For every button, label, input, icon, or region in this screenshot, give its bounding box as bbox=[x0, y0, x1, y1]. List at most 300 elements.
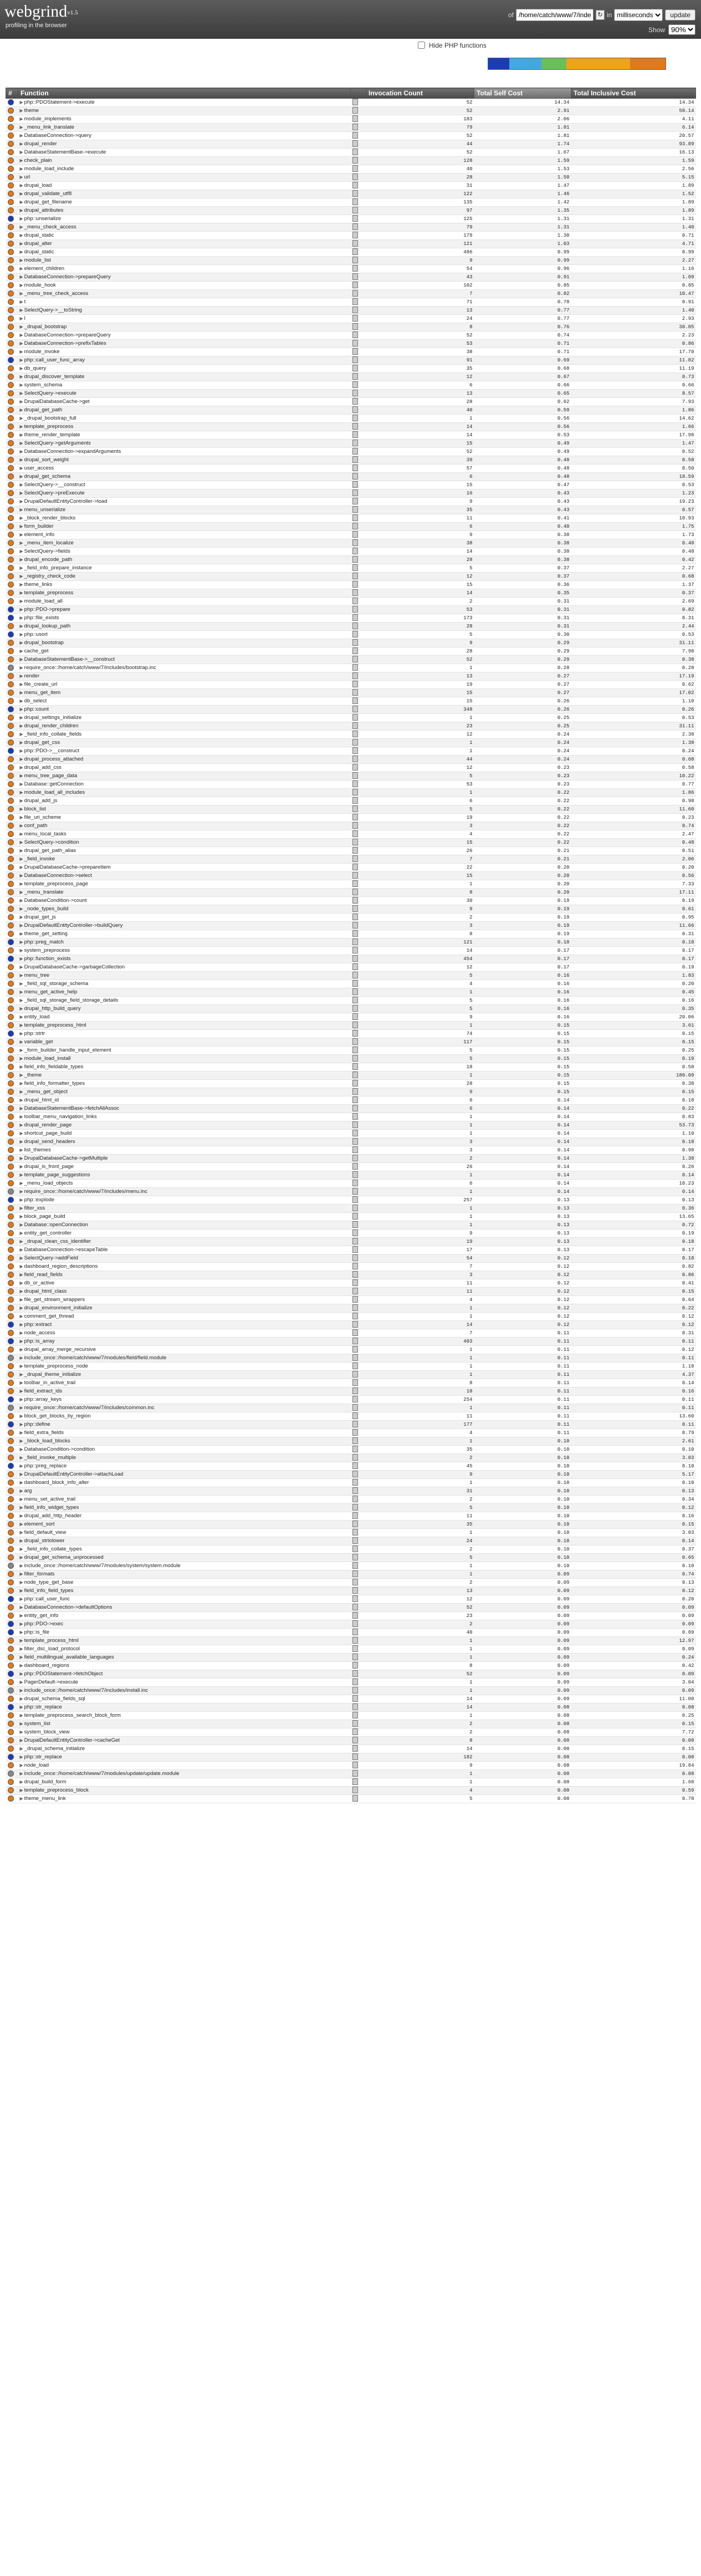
file-icon[interactable] bbox=[352, 1304, 358, 1311]
expand-arrow-icon[interactable]: ▶ bbox=[19, 1555, 23, 1560]
row-function[interactable] bbox=[18, 1005, 351, 1013]
row-file[interactable] bbox=[351, 1080, 366, 1088]
row-file[interactable] bbox=[351, 140, 366, 149]
expand-arrow-icon[interactable]: ▶ bbox=[19, 973, 23, 978]
file-icon[interactable] bbox=[352, 1787, 358, 1793]
row-file[interactable] bbox=[351, 747, 366, 756]
expand-arrow-icon[interactable]: ▶ bbox=[19, 574, 23, 579]
file-icon[interactable] bbox=[352, 473, 358, 480]
file-icon[interactable] bbox=[352, 1770, 358, 1777]
row-file[interactable] bbox=[351, 489, 366, 498]
row-file[interactable] bbox=[351, 722, 366, 731]
file-icon[interactable] bbox=[352, 373, 358, 380]
table-row[interactable] bbox=[6, 781, 696, 789]
expand-arrow-icon[interactable]: ▶ bbox=[19, 1239, 23, 1244]
table-row[interactable] bbox=[6, 1529, 696, 1537]
table-row[interactable] bbox=[6, 1720, 696, 1728]
row-function[interactable] bbox=[18, 1254, 351, 1263]
file-icon[interactable] bbox=[352, 1487, 358, 1494]
row-file[interactable] bbox=[351, 1238, 366, 1246]
row-file[interactable] bbox=[351, 1670, 366, 1679]
file-icon[interactable] bbox=[352, 207, 358, 213]
row-file[interactable] bbox=[351, 1462, 366, 1471]
row-function[interactable] bbox=[18, 165, 351, 174]
expand-arrow-icon[interactable]: ▶ bbox=[19, 1547, 23, 1552]
table-row[interactable] bbox=[6, 1787, 696, 1795]
expand-arrow-icon[interactable]: ▶ bbox=[19, 482, 23, 487]
table-row[interactable] bbox=[6, 905, 696, 914]
row-file[interactable] bbox=[351, 1687, 366, 1695]
row-function[interactable] bbox=[18, 1446, 351, 1454]
table-row[interactable] bbox=[6, 706, 696, 714]
row-function[interactable] bbox=[18, 423, 351, 431]
file-icon[interactable] bbox=[352, 905, 358, 912]
table-row[interactable] bbox=[6, 481, 696, 489]
expand-arrow-icon[interactable]: ▶ bbox=[19, 881, 23, 886]
expand-arrow-icon[interactable]: ▶ bbox=[19, 233, 23, 238]
row-function[interactable] bbox=[18, 1720, 351, 1728]
expand-arrow-icon[interactable]: ▶ bbox=[19, 141, 23, 146]
expand-arrow-icon[interactable]: ▶ bbox=[19, 241, 23, 246]
table-row[interactable] bbox=[6, 1487, 696, 1496]
table-row[interactable] bbox=[6, 963, 696, 972]
row-function[interactable] bbox=[18, 947, 351, 955]
expand-arrow-icon[interactable]: ▶ bbox=[19, 1131, 23, 1136]
expand-arrow-icon[interactable]: ▶ bbox=[19, 931, 23, 936]
row-file[interactable] bbox=[351, 523, 366, 531]
row-function[interactable] bbox=[18, 664, 351, 672]
table-row[interactable] bbox=[6, 1321, 696, 1329]
table-row[interactable] bbox=[6, 714, 696, 722]
row-file[interactable] bbox=[351, 107, 366, 115]
row-function[interactable] bbox=[18, 514, 351, 523]
row-file[interactable] bbox=[351, 697, 366, 706]
row-file[interactable] bbox=[351, 1155, 366, 1163]
row-function[interactable] bbox=[18, 1745, 351, 1753]
row-function[interactable] bbox=[18, 1146, 351, 1155]
table-row[interactable] bbox=[6, 722, 696, 731]
file-icon[interactable] bbox=[352, 1446, 358, 1452]
row-function[interactable] bbox=[18, 872, 351, 880]
file-icon[interactable] bbox=[352, 1254, 358, 1261]
file-icon[interactable] bbox=[352, 1521, 358, 1527]
expand-arrow-icon[interactable]: ▶ bbox=[19, 441, 23, 446]
row-file[interactable] bbox=[351, 298, 366, 307]
expand-arrow-icon[interactable]: ▶ bbox=[19, 399, 23, 404]
expand-arrow-icon[interactable]: ▶ bbox=[19, 1613, 23, 1618]
row-function[interactable] bbox=[18, 1687, 351, 1695]
file-icon[interactable] bbox=[352, 1496, 358, 1502]
table-row[interactable] bbox=[6, 290, 696, 298]
show-select[interactable] bbox=[668, 24, 695, 35]
row-function[interactable] bbox=[18, 1279, 351, 1288]
row-file[interactable] bbox=[351, 1429, 366, 1437]
expand-arrow-icon[interactable]: ▶ bbox=[19, 1621, 23, 1626]
row-function[interactable] bbox=[18, 847, 351, 855]
row-function[interactable] bbox=[18, 539, 351, 548]
expand-arrow-icon[interactable]: ▶ bbox=[19, 1696, 23, 1701]
table-row[interactable] bbox=[6, 232, 696, 240]
row-function[interactable] bbox=[18, 1396, 351, 1404]
expand-arrow-icon[interactable]: ▶ bbox=[19, 407, 23, 412]
file-icon[interactable] bbox=[352, 1570, 358, 1577]
table-row[interactable] bbox=[6, 1329, 696, 1338]
file-icon[interactable] bbox=[352, 789, 358, 795]
row-function[interactable] bbox=[18, 415, 351, 423]
row-function[interactable] bbox=[18, 1595, 351, 1604]
table-row[interactable] bbox=[6, 1080, 696, 1088]
expand-arrow-icon[interactable]: ▶ bbox=[19, 358, 23, 363]
col-header-invocation-count[interactable]: Invocation Count bbox=[366, 88, 474, 99]
row-function[interactable] bbox=[18, 265, 351, 273]
expand-arrow-icon[interactable]: ▶ bbox=[19, 208, 23, 213]
row-function[interactable] bbox=[18, 864, 351, 872]
file-icon[interactable] bbox=[352, 1146, 358, 1153]
row-function[interactable] bbox=[18, 980, 351, 988]
expand-arrow-icon[interactable]: ▶ bbox=[19, 723, 23, 728]
row-function[interactable] bbox=[18, 1230, 351, 1238]
row-file[interactable] bbox=[351, 1537, 366, 1545]
file-icon[interactable] bbox=[352, 689, 358, 696]
file-icon[interactable] bbox=[352, 506, 358, 513]
table-row[interactable] bbox=[6, 1679, 696, 1687]
file-icon[interactable] bbox=[352, 198, 358, 205]
row-file[interactable] bbox=[351, 997, 366, 1005]
row-function[interactable] bbox=[18, 298, 351, 307]
file-icon[interactable] bbox=[352, 514, 358, 521]
expand-arrow-icon[interactable]: ▶ bbox=[19, 965, 23, 970]
file-icon[interactable] bbox=[352, 1679, 358, 1685]
row-function[interactable] bbox=[18, 1521, 351, 1529]
row-file[interactable] bbox=[351, 1371, 366, 1379]
table-row[interactable] bbox=[6, 664, 696, 672]
table-row[interactable] bbox=[6, 99, 696, 107]
file-icon[interactable] bbox=[352, 1130, 358, 1136]
file-icon[interactable] bbox=[352, 1545, 358, 1552]
row-function[interactable] bbox=[18, 1712, 351, 1720]
expand-arrow-icon[interactable]: ▶ bbox=[19, 1713, 23, 1718]
file-icon[interactable] bbox=[352, 174, 358, 180]
expand-arrow-icon[interactable]: ▶ bbox=[19, 1497, 23, 1502]
table-row[interactable] bbox=[6, 1662, 696, 1670]
file-icon[interactable] bbox=[352, 1063, 358, 1070]
row-function[interactable] bbox=[18, 938, 351, 947]
row-file[interactable] bbox=[351, 1063, 366, 1072]
table-row[interactable] bbox=[6, 1412, 696, 1421]
row-function[interactable] bbox=[18, 1454, 351, 1462]
row-function[interactable] bbox=[18, 1562, 351, 1570]
file-icon[interactable] bbox=[352, 1462, 358, 1469]
row-function[interactable] bbox=[18, 248, 351, 257]
table-row[interactable] bbox=[6, 207, 696, 215]
expand-arrow-icon[interactable]: ▶ bbox=[19, 299, 23, 304]
row-function[interactable] bbox=[18, 207, 351, 215]
expand-arrow-icon[interactable]: ▶ bbox=[19, 108, 23, 113]
table-row[interactable] bbox=[6, 506, 696, 514]
row-file[interactable] bbox=[351, 872, 366, 880]
row-file[interactable] bbox=[351, 864, 366, 872]
expand-arrow-icon[interactable]: ▶ bbox=[19, 840, 23, 845]
table-row[interactable] bbox=[6, 473, 696, 481]
table-row[interactable] bbox=[6, 1196, 696, 1205]
row-function[interactable] bbox=[18, 855, 351, 864]
file-icon[interactable] bbox=[352, 1728, 358, 1735]
row-function[interactable] bbox=[18, 473, 351, 481]
row-function[interactable] bbox=[18, 1013, 351, 1022]
table-row[interactable] bbox=[6, 1762, 696, 1770]
table-row[interactable] bbox=[6, 847, 696, 855]
table-row[interactable] bbox=[6, 340, 696, 348]
expand-arrow-icon[interactable]: ▶ bbox=[19, 1463, 23, 1468]
row-function[interactable] bbox=[18, 1105, 351, 1113]
table-row[interactable] bbox=[6, 672, 696, 681]
row-file[interactable] bbox=[351, 1188, 366, 1196]
row-function[interactable] bbox=[18, 1263, 351, 1271]
file-icon[interactable] bbox=[352, 589, 358, 596]
row-file[interactable] bbox=[351, 465, 366, 473]
file-icon[interactable] bbox=[352, 1047, 358, 1053]
row-file[interactable] bbox=[351, 514, 366, 523]
row-file[interactable] bbox=[351, 656, 366, 664]
row-function[interactable] bbox=[18, 190, 351, 198]
table-row[interactable] bbox=[6, 1063, 696, 1072]
file-icon[interactable] bbox=[352, 1687, 358, 1693]
table-row[interactable] bbox=[6, 240, 696, 248]
row-file[interactable] bbox=[351, 623, 366, 631]
expand-arrow-icon[interactable]: ▶ bbox=[19, 474, 23, 479]
expand-arrow-icon[interactable]: ▶ bbox=[19, 1064, 23, 1069]
table-row[interactable] bbox=[6, 1745, 696, 1753]
row-function[interactable] bbox=[18, 656, 351, 664]
table-row[interactable] bbox=[6, 1479, 696, 1487]
row-file[interactable] bbox=[351, 340, 366, 348]
file-icon[interactable] bbox=[352, 1537, 358, 1544]
row-function[interactable] bbox=[18, 1205, 351, 1213]
file-icon[interactable] bbox=[352, 1321, 358, 1328]
expand-arrow-icon[interactable]: ▶ bbox=[19, 1314, 23, 1319]
row-function[interactable] bbox=[18, 889, 351, 897]
file-icon[interactable] bbox=[352, 1163, 358, 1170]
row-file[interactable] bbox=[351, 1695, 366, 1703]
row-function[interactable] bbox=[18, 489, 351, 498]
file-icon[interactable] bbox=[352, 1096, 358, 1103]
expand-arrow-icon[interactable]: ▶ bbox=[19, 565, 23, 570]
table-row[interactable] bbox=[6, 1554, 696, 1562]
row-function[interactable] bbox=[18, 1296, 351, 1304]
table-row[interactable] bbox=[6, 814, 696, 822]
file-select[interactable] bbox=[516, 9, 593, 21]
row-function[interactable] bbox=[18, 1554, 351, 1562]
row-file[interactable] bbox=[351, 1038, 366, 1047]
expand-arrow-icon[interactable]: ▶ bbox=[19, 1663, 23, 1668]
expand-arrow-icon[interactable]: ▶ bbox=[19, 873, 23, 878]
table-row[interactable] bbox=[6, 440, 696, 448]
table-row[interactable] bbox=[6, 747, 696, 756]
expand-arrow-icon[interactable]: ▶ bbox=[19, 1031, 23, 1036]
file-icon[interactable] bbox=[352, 1263, 358, 1269]
expand-arrow-icon[interactable]: ▶ bbox=[19, 1414, 23, 1419]
row-function[interactable] bbox=[18, 282, 351, 290]
row-function[interactable] bbox=[18, 1221, 351, 1230]
file-icon[interactable] bbox=[352, 1238, 358, 1244]
file-icon[interactable] bbox=[352, 938, 358, 945]
table-row[interactable] bbox=[6, 323, 696, 331]
table-row[interactable] bbox=[6, 656, 696, 664]
expand-arrow-icon[interactable]: ▶ bbox=[19, 183, 23, 188]
table-row[interactable] bbox=[6, 1221, 696, 1230]
file-icon[interactable] bbox=[352, 1404, 358, 1411]
file-icon[interactable] bbox=[352, 639, 358, 646]
row-function[interactable] bbox=[18, 689, 351, 697]
row-function[interactable] bbox=[18, 232, 351, 240]
file-icon[interactable] bbox=[352, 548, 358, 554]
row-file[interactable] bbox=[351, 1612, 366, 1620]
file-icon[interactable] bbox=[352, 340, 358, 346]
row-file[interactable] bbox=[351, 1662, 366, 1670]
row-file[interactable] bbox=[351, 1130, 366, 1138]
expand-arrow-icon[interactable]: ▶ bbox=[19, 607, 23, 612]
row-file[interactable] bbox=[351, 1396, 366, 1404]
table-row[interactable] bbox=[6, 606, 696, 614]
expand-arrow-icon[interactable]: ▶ bbox=[19, 432, 23, 437]
expand-arrow-icon[interactable]: ▶ bbox=[19, 665, 23, 670]
row-function[interactable] bbox=[18, 115, 351, 124]
row-file[interactable] bbox=[351, 756, 366, 764]
row-file[interactable] bbox=[351, 789, 366, 797]
file-icon[interactable] bbox=[352, 273, 358, 280]
expand-arrow-icon[interactable]: ▶ bbox=[19, 956, 23, 961]
table-row[interactable] bbox=[6, 1371, 696, 1379]
row-function[interactable] bbox=[18, 581, 351, 589]
expand-arrow-icon[interactable]: ▶ bbox=[19, 1779, 23, 1784]
table-row[interactable] bbox=[6, 1121, 696, 1130]
table-row[interactable] bbox=[6, 689, 696, 697]
row-file[interactable] bbox=[351, 1587, 366, 1595]
file-icon[interactable] bbox=[352, 747, 358, 754]
row-function[interactable] bbox=[18, 1429, 351, 1437]
file-icon[interactable] bbox=[352, 781, 358, 787]
file-icon[interactable] bbox=[352, 115, 358, 122]
table-row[interactable] bbox=[6, 639, 696, 647]
row-file[interactable] bbox=[351, 115, 366, 124]
file-icon[interactable] bbox=[352, 1246, 358, 1253]
row-function[interactable] bbox=[18, 157, 351, 165]
expand-arrow-icon[interactable]: ▶ bbox=[19, 1089, 23, 1094]
expand-arrow-icon[interactable]: ▶ bbox=[19, 690, 23, 695]
row-function[interactable] bbox=[18, 1787, 351, 1795]
row-function[interactable] bbox=[18, 1313, 351, 1321]
expand-arrow-icon[interactable]: ▶ bbox=[19, 1056, 23, 1061]
row-file[interactable] bbox=[351, 1171, 366, 1180]
expand-arrow-icon[interactable]: ▶ bbox=[19, 1688, 23, 1693]
table-row[interactable] bbox=[6, 914, 696, 922]
row-file[interactable] bbox=[351, 781, 366, 789]
table-row[interactable] bbox=[6, 1712, 696, 1720]
expand-arrow-icon[interactable]: ▶ bbox=[19, 1197, 23, 1202]
expand-arrow-icon[interactable]: ▶ bbox=[19, 1455, 23, 1460]
row-file[interactable] bbox=[351, 381, 366, 390]
expand-arrow-icon[interactable]: ▶ bbox=[19, 1472, 23, 1477]
file-icon[interactable] bbox=[352, 99, 358, 105]
row-function[interactable] bbox=[18, 772, 351, 781]
expand-arrow-icon[interactable]: ▶ bbox=[19, 491, 23, 496]
table-row[interactable] bbox=[6, 897, 696, 905]
row-function[interactable] bbox=[18, 198, 351, 207]
row-function[interactable] bbox=[18, 440, 351, 448]
table-row[interactable] bbox=[6, 980, 696, 988]
file-icon[interactable] bbox=[352, 1762, 358, 1768]
row-function[interactable] bbox=[18, 1063, 351, 1072]
expand-arrow-icon[interactable]: ▶ bbox=[19, 1214, 23, 1219]
row-file[interactable] bbox=[351, 348, 366, 356]
row-file[interactable] bbox=[351, 847, 366, 855]
file-icon[interactable] bbox=[352, 955, 358, 962]
file-icon[interactable] bbox=[352, 656, 358, 662]
expand-arrow-icon[interactable]: ▶ bbox=[19, 1256, 23, 1261]
row-file[interactable] bbox=[351, 947, 366, 955]
table-row[interactable] bbox=[6, 1471, 696, 1479]
expand-arrow-icon[interactable]: ▶ bbox=[19, 1538, 23, 1543]
row-function[interactable] bbox=[18, 1695, 351, 1703]
row-file[interactable] bbox=[351, 972, 366, 980]
row-file[interactable] bbox=[351, 839, 366, 847]
expand-arrow-icon[interactable]: ▶ bbox=[19, 1646, 23, 1651]
row-function[interactable] bbox=[18, 1354, 351, 1363]
file-icon[interactable] bbox=[352, 1504, 358, 1511]
table-row[interactable] bbox=[6, 149, 696, 157]
row-function[interactable] bbox=[18, 1055, 351, 1063]
file-icon[interactable] bbox=[352, 731, 358, 737]
row-file[interactable] bbox=[351, 1296, 366, 1304]
expand-arrow-icon[interactable]: ▶ bbox=[19, 707, 23, 712]
expand-arrow-icon[interactable]: ▶ bbox=[19, 1596, 23, 1601]
row-file[interactable] bbox=[351, 1113, 366, 1121]
row-file[interactable] bbox=[351, 914, 366, 922]
expand-arrow-icon[interactable]: ▶ bbox=[19, 324, 23, 329]
row-file[interactable] bbox=[351, 955, 366, 963]
table-row[interactable] bbox=[6, 1703, 696, 1712]
row-function[interactable] bbox=[18, 1637, 351, 1645]
expand-arrow-icon[interactable]: ▶ bbox=[19, 1297, 23, 1302]
row-function[interactable] bbox=[18, 1096, 351, 1105]
row-file[interactable] bbox=[351, 797, 366, 805]
table-row[interactable] bbox=[6, 1072, 696, 1080]
file-icon[interactable] bbox=[352, 290, 358, 297]
row-file[interactable] bbox=[351, 531, 366, 539]
row-file[interactable] bbox=[351, 539, 366, 548]
row-file[interactable] bbox=[351, 1437, 366, 1446]
expand-arrow-icon[interactable]: ▶ bbox=[19, 1788, 23, 1793]
table-row[interactable] bbox=[6, 548, 696, 556]
row-function[interactable] bbox=[18, 124, 351, 132]
expand-arrow-icon[interactable]: ▶ bbox=[19, 1680, 23, 1685]
row-file[interactable] bbox=[351, 631, 366, 639]
expand-arrow-icon[interactable]: ▶ bbox=[19, 624, 23, 629]
expand-arrow-icon[interactable]: ▶ bbox=[19, 765, 23, 770]
row-file[interactable] bbox=[351, 149, 366, 157]
file-icon[interactable] bbox=[352, 157, 358, 164]
file-icon[interactable] bbox=[352, 140, 358, 147]
expand-arrow-icon[interactable]: ▶ bbox=[19, 981, 23, 986]
row-function[interactable] bbox=[18, 215, 351, 223]
file-icon[interactable] bbox=[352, 1595, 358, 1602]
expand-arrow-icon[interactable]: ▶ bbox=[19, 116, 23, 121]
table-row[interactable] bbox=[6, 1246, 696, 1254]
expand-arrow-icon[interactable]: ▶ bbox=[19, 1655, 23, 1660]
expand-arrow-icon[interactable]: ▶ bbox=[19, 989, 23, 994]
row-file[interactable] bbox=[351, 124, 366, 132]
row-file[interactable] bbox=[351, 938, 366, 947]
